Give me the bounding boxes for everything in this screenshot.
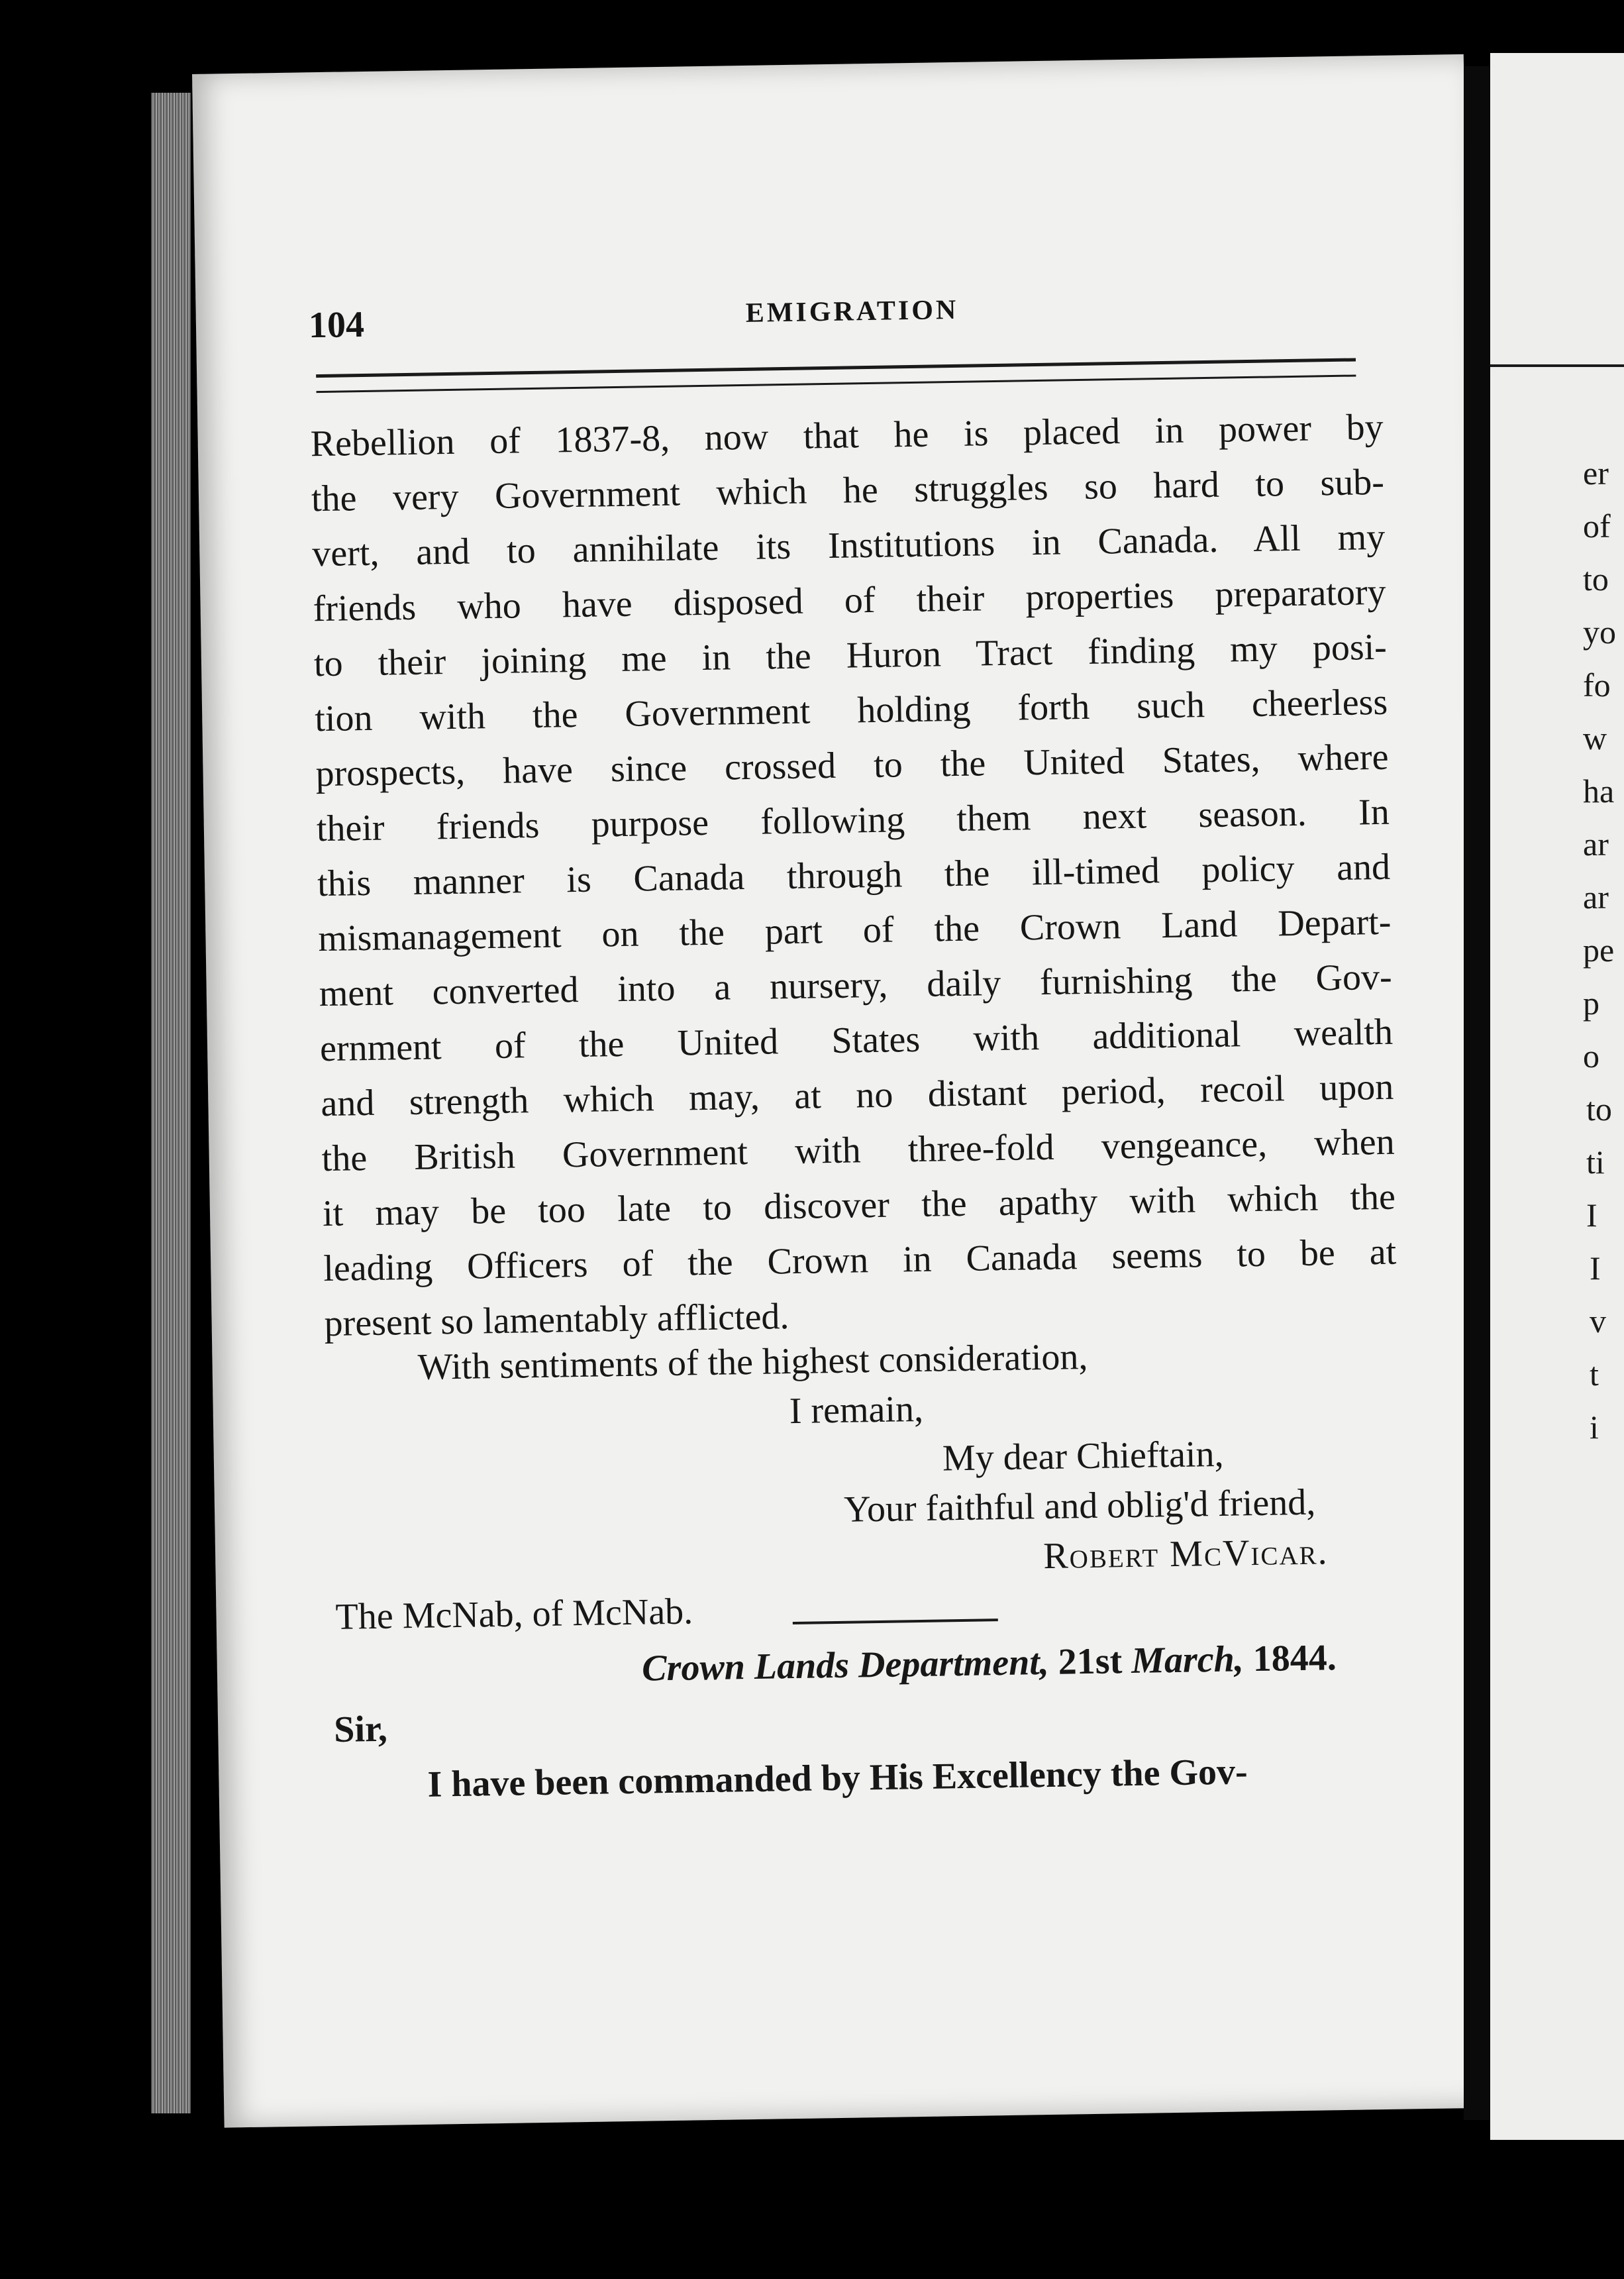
text-line: their friends purpose following them next season. In (316, 791, 1390, 850)
facing-fragment: I (1586, 1196, 1598, 1234)
facing-fragment: v (1590, 1302, 1606, 1340)
text-line: prospects, have since crossed to the United States, where (315, 736, 1389, 795)
facing-fragment: yo (1583, 613, 1616, 651)
facing-page (1490, 53, 1624, 2140)
signature: Robert McVicar. (1042, 1531, 1329, 1577)
letter-opening-line: I have been commanded by His Excellency the Gov- (427, 1751, 1248, 1805)
facing-fragment: pe (1583, 931, 1615, 969)
closing-remain: I remain, (789, 1388, 924, 1432)
facing-fragment: t (1590, 1355, 1599, 1393)
dateline-month: March, (1131, 1638, 1244, 1682)
facing-fragment: i (1590, 1408, 1599, 1446)
running-head: EMIGRATION (745, 294, 959, 329)
text-line: it may be too late to discover the apathy with which the (322, 1176, 1396, 1235)
facing-fragment: ti (1586, 1143, 1605, 1181)
dateline-department: Crown Lands Department, (641, 1641, 1050, 1689)
page-edges (151, 93, 191, 2113)
facing-header-rule (1490, 364, 1624, 367)
facing-fragment: er (1583, 454, 1609, 492)
text-line: this manner is Canada through the ill-timed policy and (317, 846, 1391, 905)
text-line: Rebellion of 1837-8, now that he is placed in power by (310, 406, 1384, 465)
book-gutter (1464, 66, 1490, 2120)
facing-fragment: ha (1583, 772, 1615, 810)
book-page (192, 54, 1496, 2128)
facing-fragment: o (1583, 1037, 1599, 1075)
recipient: The McNab, of McNab. (335, 1591, 693, 1638)
dateline-day: 21st (1058, 1640, 1123, 1683)
letter-body (310, 400, 1397, 1352)
text-line: leading Officers of the Crown in Canada seems to be at (323, 1231, 1397, 1290)
text-line: ernment of the United States with additional wealth (319, 1011, 1394, 1070)
text-line: the very Government which he struggles so hard to sub- (311, 461, 1385, 520)
text-line: and strength which may, at no distant period, recoil upon (320, 1066, 1394, 1125)
text-line: ment converted into a nursery, daily furnishing the Gov- (319, 956, 1393, 1015)
text-line: friends who have disposed of their properties preparatory (313, 571, 1386, 630)
facing-fragment: w (1583, 719, 1607, 757)
dateline-year: 1844. (1252, 1637, 1337, 1680)
text-line: to their joining me in the Huron Tract finding my posi- (313, 626, 1388, 685)
facing-fragment: I (1590, 1249, 1601, 1287)
facing-fragment: to (1583, 560, 1609, 598)
facing-fragment: of (1583, 507, 1611, 545)
letter-closing (325, 1327, 1442, 1642)
text-line: the British Government with three-fold vengeance, when (321, 1121, 1396, 1180)
facing-fragment: ar (1583, 825, 1609, 863)
facing-fragment: to (1586, 1090, 1612, 1128)
facing-fragment: ar (1583, 878, 1609, 916)
dateline (217, 1636, 1337, 1697)
page-number: 104 (308, 303, 365, 346)
text-line: present so lamentably afflicted. (324, 1296, 789, 1345)
facing-fragment: fo (1583, 666, 1611, 704)
text-line: vert, and to annihilate its Institutions in Canada. All my (311, 516, 1386, 575)
salutation: Sir, (333, 1708, 388, 1750)
header-double-rule (316, 358, 1356, 393)
facing-fragment: p (1583, 984, 1599, 1022)
text-line: tion with the Government holding forth such cheerless (314, 681, 1388, 740)
text-line: mismanagement on the part of the Crown Land Depart- (318, 901, 1392, 960)
closing-address: My dear Chieftain, (942, 1433, 1224, 1479)
closing-friend: Your faithful and oblig'd friend, (843, 1481, 1316, 1530)
closing-sentiments: With sentiments of the highest consideration, (417, 1336, 1088, 1388)
